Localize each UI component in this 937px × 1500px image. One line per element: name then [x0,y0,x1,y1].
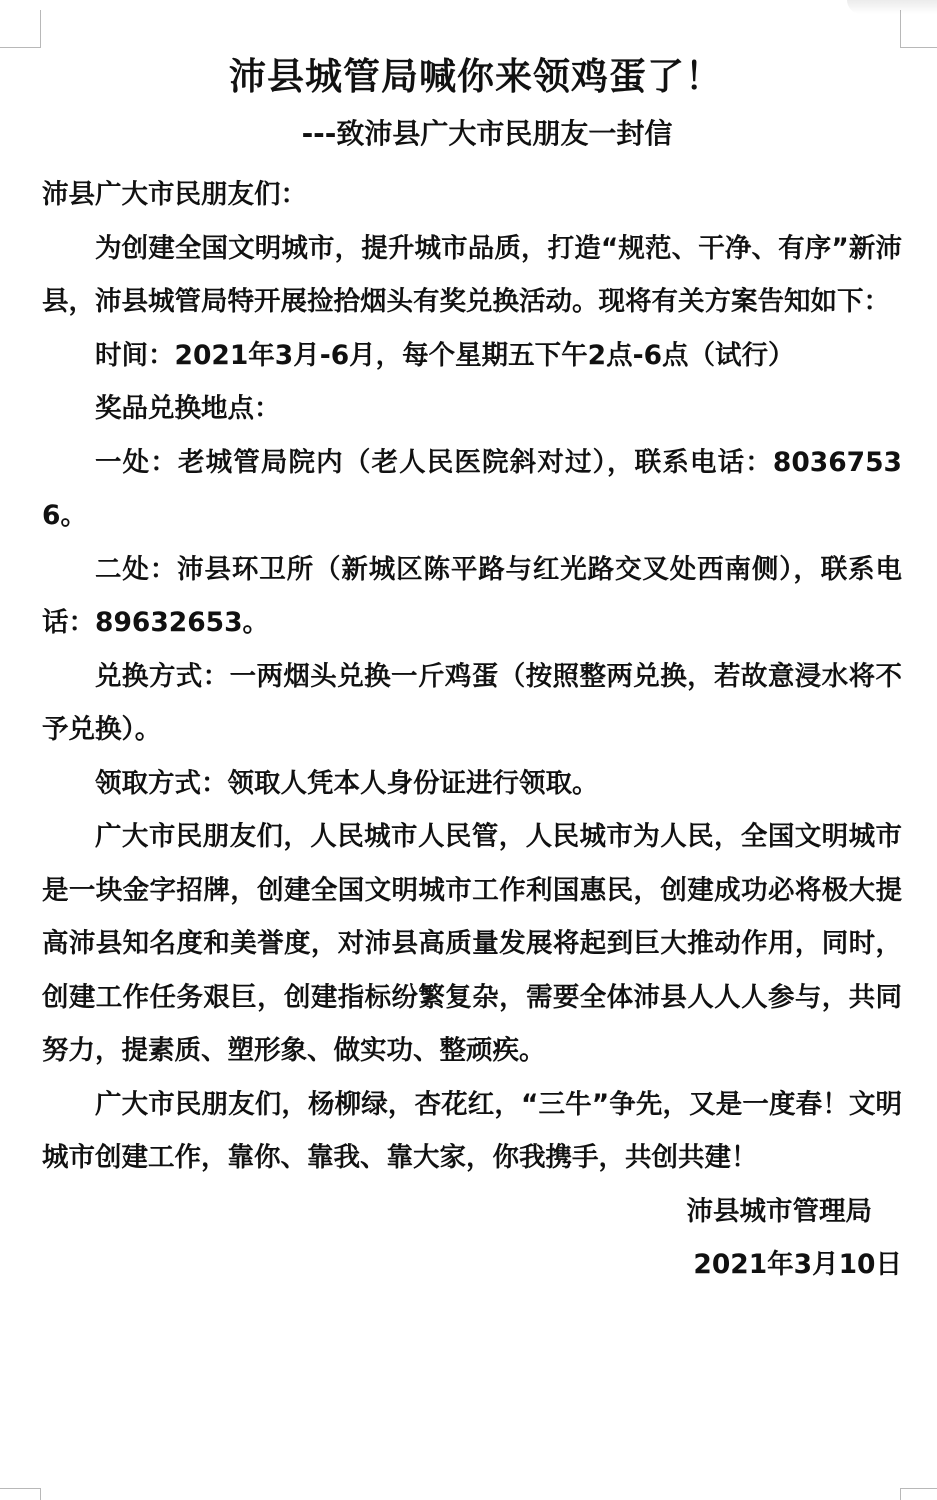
paragraph-location-two: 二处：沛县环卫所（新城区陈平路与红光路交叉处西南侧），联系电话：89632653。 [42,553,902,638]
document-body [42,168,902,1185]
crop-mark-bottom-left-vertical [40,1488,41,1500]
crop-mark-top-right-horizontal [900,47,937,48]
crop-mark-top-left-horizontal [0,47,41,48]
crop-mark-top-left-vertical [40,10,41,48]
page-curl-shadow [847,0,937,14]
crop-mark-bottom-left-horizontal [0,1488,41,1489]
document-page [42,52,902,1292]
paragraph-exchange-method: 兑换方式：一两烟头兑换一斤鸡蛋（按照整两兑换，若故意浸水将不予兑换）。 [42,660,902,745]
paragraph-location-one: 一处：老城管局院内（老人民医院斜对过），联系电话：80367536。 [42,446,902,531]
signature: 沛县城市管理局 [686,1195,872,1227]
document-subtitle: ---致沛县广大市民朋友一封信 [301,117,673,150]
document-title: 沛县城管局喊你来领鸡蛋了！ [229,55,723,98]
document-date: 2021年3月10日 [693,1249,902,1280]
greeting: 沛县广大市民朋友们： [42,179,307,210]
paragraph-collection-method: 领取方式：领取人凭本人身份证进行领取。 [95,767,599,799]
crop-mark-bottom-right-vertical [900,1488,901,1500]
paragraph-time: 时间：2021年3月-6月，每个星期五下午2点-6点（试行） [95,339,795,371]
paragraph-closing: 广大市民朋友们，杨柳绿，杏花红，“三牛”争先，又是一度春！文明城市创建工作，靠你、靠我、靠大家，你我携手，共创共建！ [42,1088,902,1173]
paragraph-intro: 为创建全国文明城市，提升城市品质，打造“规范、干净、有序”新沛县，沛县城管局特开展捡拾烟头有奖兑换活动。现将有关方案告知如下： [42,232,902,317]
crop-mark-top-right-vertical [900,10,901,48]
paragraph-locations-heading: 奖品兑换地点： [95,393,281,424]
crop-mark-bottom-right-horizontal [900,1488,937,1489]
paragraph-appeal: 广大市民朋友们，人民城市人民管，人民城市为人民，全国文明城市是一块金字招牌，创建全国文明城市工作利国惠民，创建成功必将极大提高沛县知名度和美誉度，对沛县高质量发展将起到巨大推动作用，同时，创建工作任务艰巨，创建指标纷繁复杂，需要全体沛县人人人参与，共同努力，提素质、塑形象、做实功、整顽疾。 [42,821,902,1066]
